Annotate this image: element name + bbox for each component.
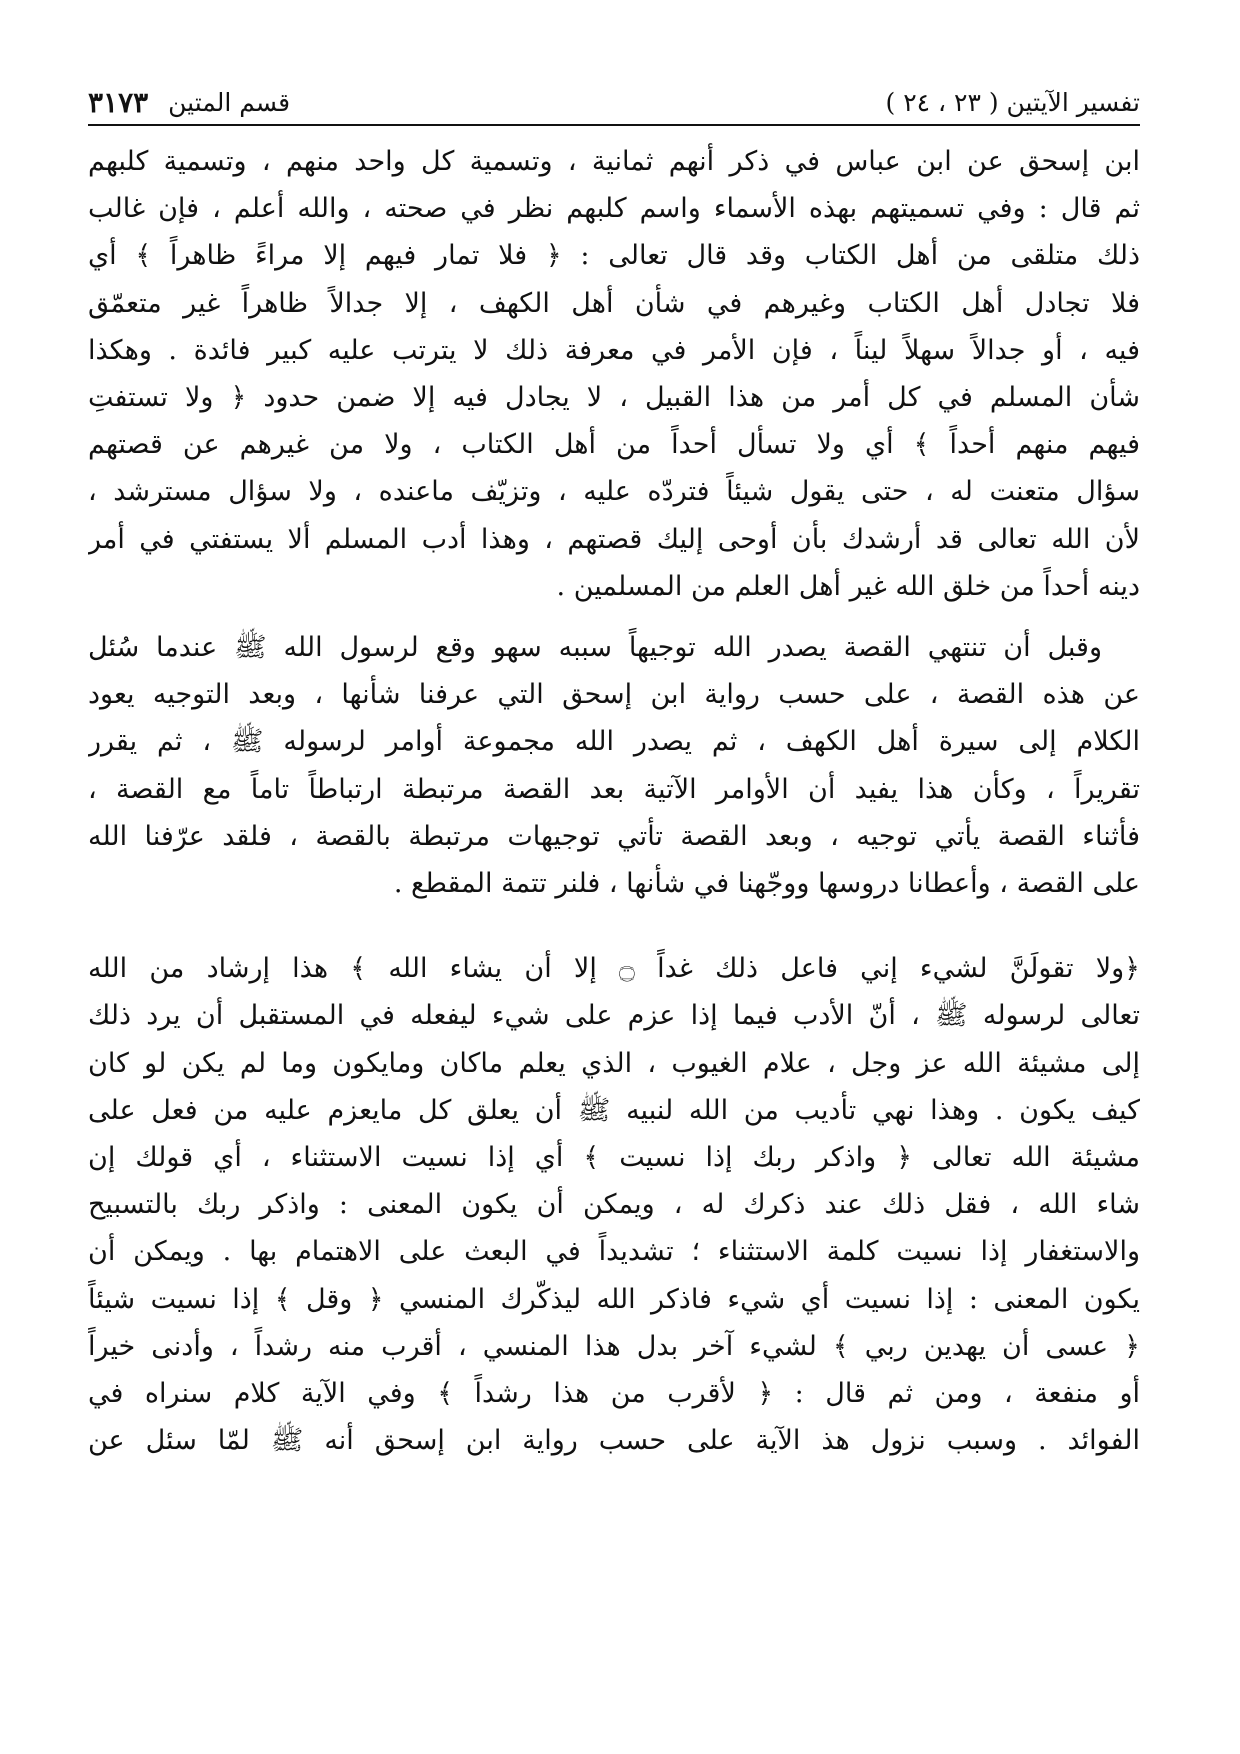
text-line: إلى مشيئة الله عز وجل ، علام الغيوب ، الذي يعلم ماكان ومايكون وما لم يكن لو كان bbox=[88, 1047, 1140, 1079]
text-line: يكون المعنى : إذا نسيت أي شيء فاذكر الله ليذكّرك المنسي ﴿ وقل ﴾ إذا نسيت شيئاً bbox=[88, 1283, 1140, 1315]
text-line: ابن إسحق عن ابن عباس في ذكر أنهم ثمانية ، وتسمية كل واحد منهم ، وتسمية كلبهم bbox=[88, 146, 1140, 177]
text-line: فيهم منهم أحداً ﴾ أي ولا تسأل أحداً من أهل الكتاب ، ولا من غيرهم عن قصتهم bbox=[88, 429, 1140, 461]
text-line: مشيئة الله تعالى ﴿ واذكر ربك إذا نسيت ﴾ أي إذا نسيت الاستثناء ، أي قولك إن bbox=[88, 1142, 1140, 1174]
running-header bbox=[88, 72, 1140, 124]
text-line: فأثناء القصة يأتي توجيه ، وبعد القصة تأتي توجيهات مرتبطة بالقصة ، فلقد عرّفنا الله bbox=[88, 820, 1140, 852]
text-line: أو منفعة ، ومن ثم قال : ﴿ لأقرب من هذا رشداً ﴾ وفي الآية كلام سنراه في bbox=[88, 1378, 1140, 1410]
text-line: الكلام إلى سيرة أهل الكهف ، ثم يصدر الله مجموعة أوامر لرسوله ﷺ ، ثم يقرر bbox=[88, 726, 1140, 758]
text-line: وقبل أن تنتهي القصة يصدر الله توجيهاً سببه سهو وقع لرسول الله ﷺ عندما سُئل bbox=[88, 632, 1102, 664]
page bbox=[88, 72, 1140, 1464]
text-line: تعالى لرسوله ﷺ ، أنّ الأدب فيما إذا عزم على شيء ليفعله في المستقبل أن يرد ذلك bbox=[88, 1000, 1140, 1032]
paragraph-gap bbox=[88, 610, 1140, 624]
paragraph-gap bbox=[88, 907, 1140, 945]
paragraph-3 bbox=[88, 945, 1140, 1464]
text-line: لأن الله تعالى قد أرشدك بأن أوحى إليك قصتهم ، وهذا أدب المسلم ألا يستفتي في أمر bbox=[88, 523, 1140, 555]
text-line: فيه ، أو جدالاً سهلاً ليناً ، فإن الأمر في معرفة ذلك لا يترتب عليه كبير فائدة . وهكذا bbox=[88, 334, 1140, 366]
text-line: عن هذه القصة ، على حسب رواية ابن إسحق التي عرفنا شأنها ، وبعد التوجيه يعود bbox=[88, 679, 1140, 711]
text-line: كيف يكون . وهذا نهي تأديب من الله لنبيه ﷺ أن يعلق كل مايعزم عليه من فعل على bbox=[88, 1094, 1140, 1126]
text-line: ذلك متلقى من أهل الكتاب وقد قال تعالى : ﴿ فلا تمار فيهم إلا مراءً ظاهراً ﴾ أي bbox=[88, 240, 1140, 272]
header-section: قسم المتين bbox=[168, 88, 291, 117]
header-right bbox=[88, 88, 290, 118]
text-line: الفوائد . وسبب نزول هذ الآية على حسب رواية ابن إسحق أنه ﷺ لمّا سئل عن bbox=[88, 1425, 1140, 1457]
text-line: ثم قال : وفي تسميتهم بهذه الأسماء واسم كلبهم نظر في صحته ، والله أعلم ، فإن غالب bbox=[88, 193, 1140, 225]
header-title: تفسير الآيتين ( ٢٣ ، ٢٤ ) bbox=[885, 88, 1140, 117]
text-line: ﴿ عسى أن يهدين ربي ﴾ لشيء آخر بدل هذا المنسي ، أقرب منه رشداً ، وأدنى خيراً bbox=[88, 1330, 1140, 1362]
text-line: دينه أحداً من خلق الله غير أهل العلم من المسلمين . bbox=[556, 570, 1140, 602]
paragraph-1 bbox=[88, 138, 1140, 610]
text-line: فلا تجادل أهل الكتاب وغيرهم في شأن أهل الكهف ، إلا جدالاً ظاهراً غير متعمّق bbox=[88, 287, 1140, 319]
paragraph-2 bbox=[88, 624, 1140, 907]
text-line: شاء الله ، فقل ذلك عند ذكرك له ، ويمكن أن يكون المعنى : واذكر ربك بالتسبيح bbox=[88, 1189, 1140, 1221]
text-line: شأن المسلم في كل أمر من هذا القبيل ، لا يجادل فيه إلا ضمن حدود ﴿ ولا تستفتِ bbox=[88, 382, 1140, 414]
page-number: ٣١٧٣ bbox=[88, 86, 149, 119]
text-line: على القصة ، وأعطانا دروسها ووجّهنا في شأنها ، فلنر تتمة المقطع . bbox=[393, 868, 1140, 900]
text-line: تقريراً ، وكأن هذا يفيد أن الأوامر الآتية بعد القصة مرتبطة ارتباطاً تاماً مع القصة ، bbox=[88, 773, 1140, 805]
text-line: ﴿ولا تقولَنَّ لشيء إني فاعل ذلك غداً ۝ إلا أن يشاء الله ﴾ هذا إرشاد من الله bbox=[88, 953, 1140, 985]
text-line: والاستغفار إذا نسيت كلمة الاستثناء ؛ تشديداً في البعث على الاهتمام بها . ويمكن أن bbox=[88, 1236, 1140, 1268]
header-rule bbox=[88, 124, 1140, 126]
text-line: سؤال متعنت له ، حتى يقول شيئاً فتردّه عليه ، وتزيّف ماعنده ، ولا سؤال مسترشد ، bbox=[88, 476, 1140, 508]
